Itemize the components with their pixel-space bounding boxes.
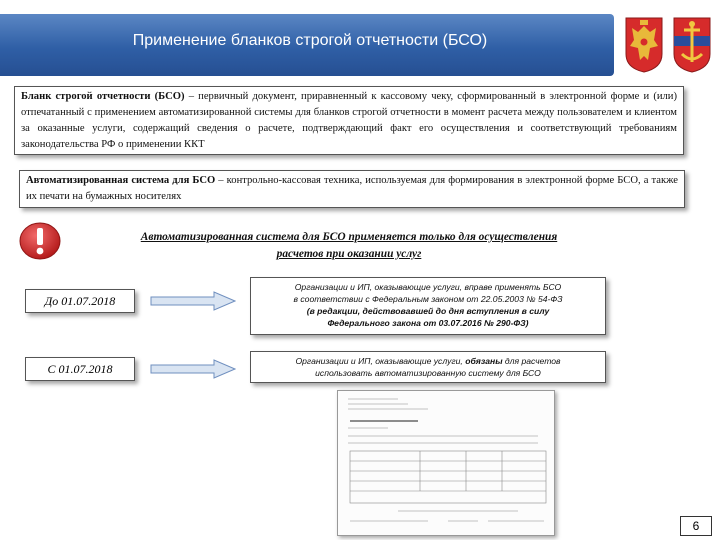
after-rule-line-2: использовать автоматизированную систему для БСО bbox=[315, 368, 541, 378]
warning-line-1: Автоматизированная система для БСО применяется только для осуществления bbox=[140, 231, 558, 243]
bso-definition-box bbox=[14, 86, 684, 155]
bso-definition-term: Бланк строгой отчетности (БСО) bbox=[21, 91, 185, 102]
after-rule-text-1: Организации и ИП, оказывающие услуги, bbox=[295, 356, 466, 366]
after-rule-obliged: обязаны bbox=[465, 356, 503, 366]
receipt-illustration bbox=[338, 391, 555, 536]
before-rule-line-4: Федерального закона от 03.07.2016 № 290-ФЗ) bbox=[327, 318, 529, 328]
automated-system-term: Автоматизированная система для БСО bbox=[26, 175, 216, 186]
warning-statement bbox=[74, 229, 624, 263]
after-rule-text-2: для расчетов bbox=[502, 356, 561, 366]
date-after-box: С 01.07.2018 bbox=[25, 357, 135, 381]
date-before-box: До 01.07.2018 bbox=[25, 289, 135, 313]
automated-system-definition-box bbox=[19, 170, 685, 208]
regional-coat-of-arms-icon bbox=[672, 14, 712, 74]
automated-system-text: – контрольно-кассовая техника, используемая для формирования в электронной форме БСО, а также их печати на бумажных носителях bbox=[26, 175, 679, 202]
slide-header bbox=[0, 0, 720, 82]
before-rule-line-2: в соответствии с Федеральным законом от 22.05.2003 № 54-ФЗ bbox=[293, 294, 563, 304]
arrow-right-icon bbox=[150, 359, 236, 379]
bso-definition-text: – первичный документ, приравненный к кассовому чеку, сформированный в электронной форме и (или) отпечатанный с применением автоматизированной системы для бланков строгой отчетности в момент расчета между пользователем и клиентом за оказанные услуги, содержащий сведения о расчете, подтверждающий факт его осуществления и соответствующий требованиям законодательства РФ о применении ККТ bbox=[21, 91, 678, 150]
before-rule-line-1: Организации и ИП, оказывающие услуги, вправе применять БСО bbox=[294, 282, 562, 292]
exclamation-warning-icon bbox=[18, 221, 62, 261]
arrow-right-icon bbox=[150, 291, 236, 311]
warning-line-2: расчетов при оказании услуг bbox=[276, 248, 422, 260]
after-rule-box bbox=[250, 351, 606, 383]
sample-receipt-image bbox=[337, 390, 555, 536]
slide-title: Применение бланков строгой отчетности (БСО) bbox=[132, 32, 488, 49]
page-number: 6 bbox=[680, 516, 712, 536]
before-rule-line-3: (в редакции, действовавшей до дня вступления в силу bbox=[306, 306, 550, 316]
russia-coat-of-arms-icon bbox=[624, 14, 664, 74]
before-rule-box bbox=[250, 277, 606, 335]
after-rule-line-1 bbox=[255, 355, 601, 367]
